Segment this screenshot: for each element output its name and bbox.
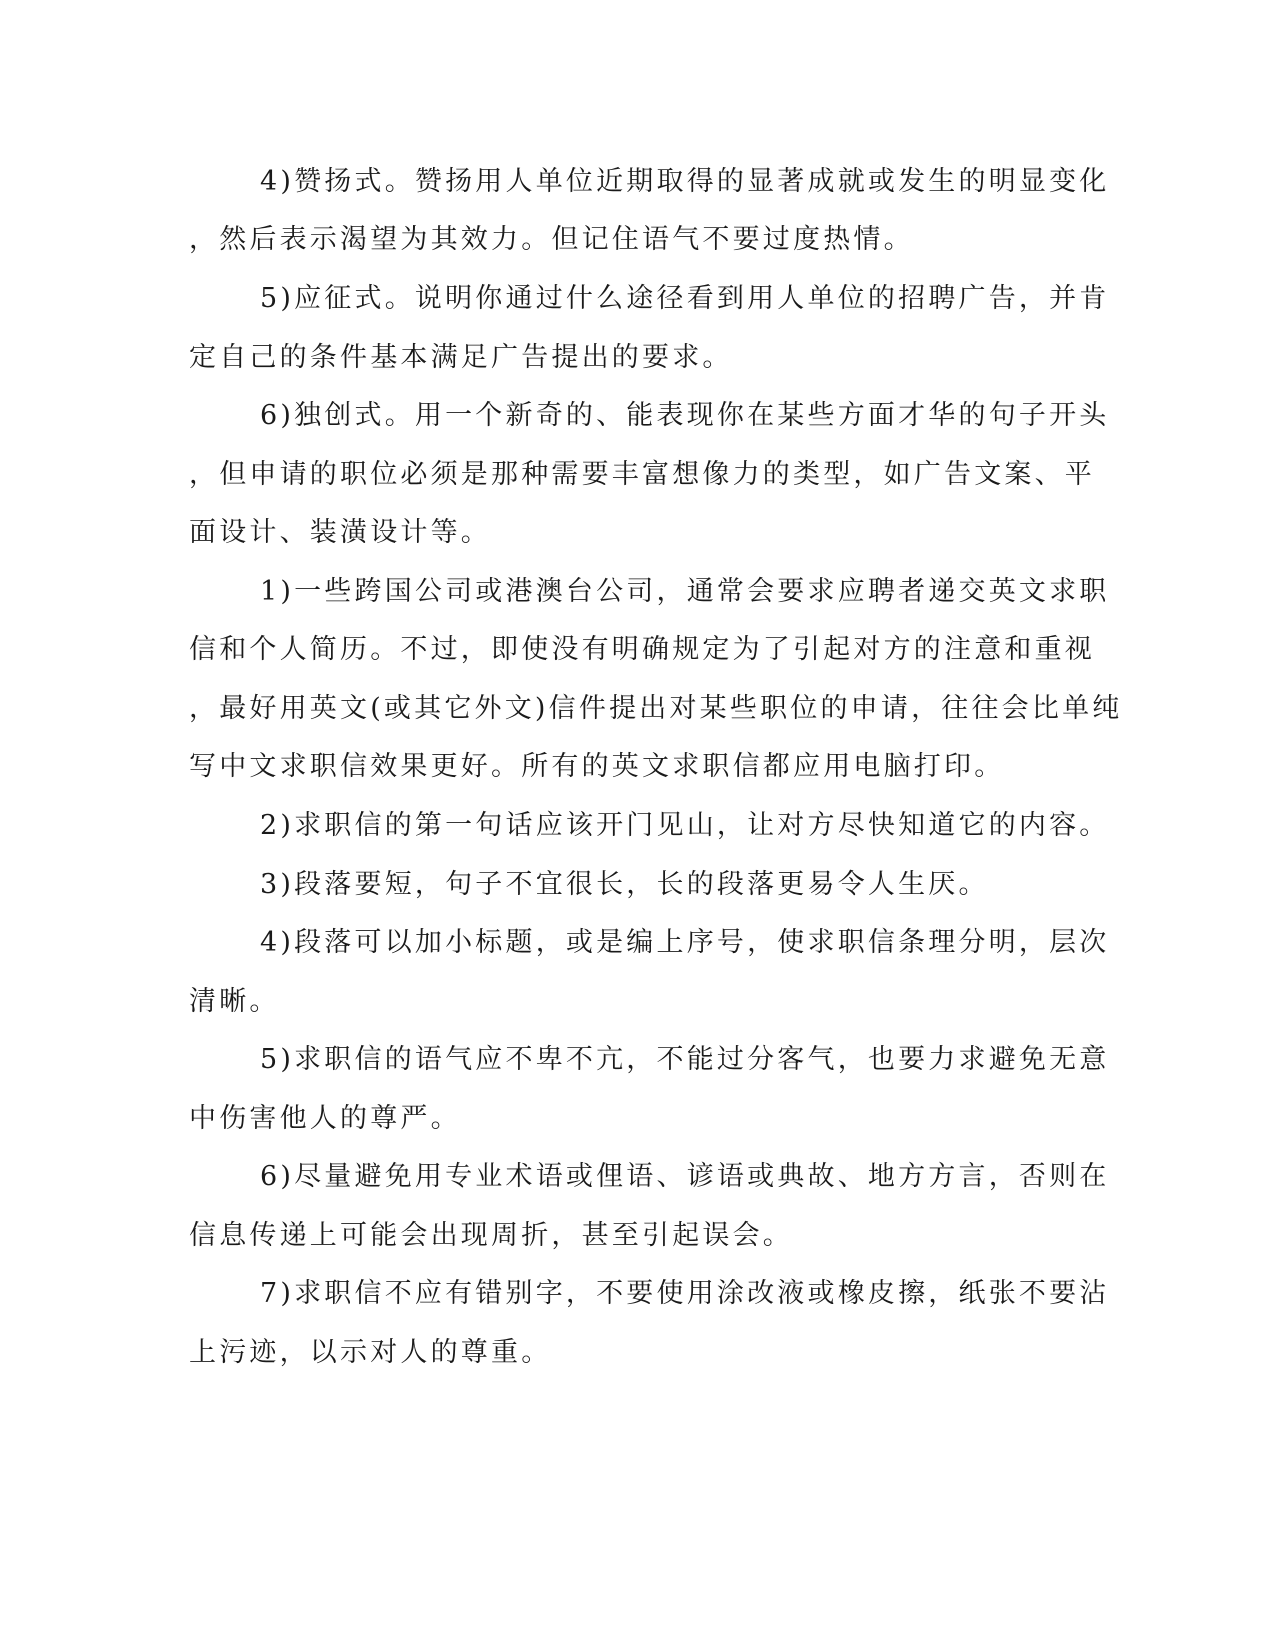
text-line: 3)段落要短，句子不宜很长，长的段落更易令人生厌。 bbox=[260, 869, 989, 900]
text-line: 定自己的条件基本满足广告提出的要求。 bbox=[189, 342, 733, 373]
text-line: 5)应征式。说明你通过什么途径看到用人单位的招聘广告，并肯 bbox=[260, 283, 1110, 314]
text-line: 6)尽量避免用专业术语或俚语、谚语或典故、地方方言，否则在 bbox=[260, 1161, 1110, 1192]
text-line: 7)求职信不应有错别字，不要使用涂改液或橡皮擦，纸张不要沾 bbox=[260, 1278, 1110, 1309]
text-line: 1)一些跨国公司或港澳台公司，通常会要求应聘者递交英文求职 bbox=[260, 576, 1110, 607]
text-line: 4)赞扬式。赞扬用人单位近期取得的显著成就或发生的明显变化 bbox=[260, 166, 1110, 197]
text-line: ，然后表示渴望为其效力。但记住语气不要过度热情。 bbox=[189, 224, 914, 255]
text-line: 中伤害他人的尊严。 bbox=[189, 1103, 461, 1134]
text-line: 信和个人简历。不过，即使没有明确规定为了引起对方的注意和重视 bbox=[189, 634, 1095, 665]
text-line: 6)独创式。用一个新奇的、能表现你在某些方面才华的句子开头 bbox=[260, 400, 1110, 431]
text-line: 清晰。 bbox=[189, 986, 280, 1017]
text-line: 5)求职信的语气应不卑不亢，不能过分客气，也要力求避免无意 bbox=[260, 1044, 1110, 1075]
text-line: 面设计、装潢设计等。 bbox=[189, 517, 491, 548]
text-line: 2)求职信的第一句话应该开门见山，让对方尽快知道它的内容。 bbox=[260, 810, 1110, 841]
text-line: ，但申请的职位必须是那种需要丰富想像力的类型，如广告文案、平 bbox=[189, 459, 1095, 490]
text-line: 4)段落可以加小标题，或是编上序号，使求职信条理分明，层次 bbox=[260, 927, 1110, 958]
text-line: ，最好用英文(或其它外文)信件提出对某些职位的申请，往往会比单纯 bbox=[189, 693, 1123, 724]
text-line: 写中文求职信效果更好。所有的英文求职信都应用电脑打印。 bbox=[189, 751, 1005, 782]
text-line: 上污迹，以示对人的尊重。 bbox=[189, 1337, 552, 1368]
text-line: 信息传递上可能会出现周折，甚至引起误会。 bbox=[189, 1220, 793, 1251]
